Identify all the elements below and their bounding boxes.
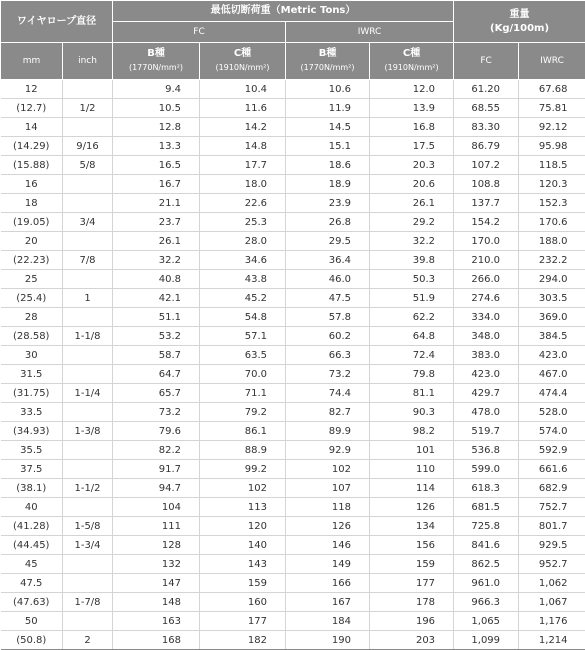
weight-fc-cell: 519.7 bbox=[454, 422, 519, 441]
mm-header: mm bbox=[1, 43, 63, 80]
table-row bbox=[1, 308, 585, 327]
fc-c-grade-cell: 25.3 bbox=[200, 213, 286, 232]
weight-iwrc-cell: 929.5 bbox=[519, 536, 585, 555]
weight-iwrc-cell: 67.68 bbox=[519, 80, 585, 99]
diameter-inch-cell: 1-5/8 bbox=[63, 517, 113, 536]
table-row bbox=[1, 365, 585, 384]
fc-b-grade-cell: 12.8 bbox=[113, 118, 200, 137]
fc-b-grade-cell: 13.3 bbox=[113, 137, 200, 156]
fc-b-grade-cell: 163 bbox=[113, 612, 200, 631]
table-row bbox=[1, 441, 585, 460]
fc-b-grade-cell: 82.2 bbox=[113, 441, 200, 460]
fc-c-grade-cell: 43.8 bbox=[200, 270, 286, 289]
table-row bbox=[1, 99, 585, 118]
iwrc-c-grade-cell: 64.8 bbox=[370, 327, 454, 346]
table-row bbox=[1, 631, 585, 650]
diameter-mm-cell: (25.4) bbox=[1, 289, 63, 308]
iwrc-c-grade-cell: 114 bbox=[370, 479, 454, 498]
iwrc-b-grade-cell: 18.9 bbox=[286, 175, 370, 194]
diameter-mm-cell: 37.5 bbox=[1, 460, 63, 479]
fc-b-grade-cell: 104 bbox=[113, 498, 200, 517]
iwrc-b-grade-cell: 166 bbox=[286, 574, 370, 593]
table-row bbox=[1, 555, 585, 574]
min-breaking-load-header: 最低切断荷重（Metric Tons） bbox=[113, 1, 454, 22]
fc-c-grade-cell: 70.0 bbox=[200, 365, 286, 384]
iwrc-c-grade-cell: 177 bbox=[370, 574, 454, 593]
table-row bbox=[1, 574, 585, 593]
table-row bbox=[1, 403, 585, 422]
fc-b-grade-cell: 58.7 bbox=[113, 346, 200, 365]
weight-header bbox=[454, 1, 585, 43]
diameter-mm-cell: (31.75) bbox=[1, 384, 63, 403]
fc-c-grade-cell: 18.0 bbox=[200, 175, 286, 194]
diameter-mm-cell: 31.5 bbox=[1, 365, 63, 384]
fc-b-grade-cell: 26.1 bbox=[113, 232, 200, 251]
weight-fc-cell: 1,065 bbox=[454, 612, 519, 631]
iwrc-c-grade-cell: 98.2 bbox=[370, 422, 454, 441]
weight-fc-cell: 618.3 bbox=[454, 479, 519, 498]
weight-iwrc-cell: 120.3 bbox=[519, 175, 585, 194]
weight-iwrc-cell: 661.6 bbox=[519, 460, 585, 479]
fc-b-grade-cell: 32.2 bbox=[113, 251, 200, 270]
iwrc-b-grade-cell: 126 bbox=[286, 517, 370, 536]
table-row bbox=[1, 327, 585, 346]
fc-c-grade-cell: 45.2 bbox=[200, 289, 286, 308]
iwrc-b-grade-cell: 15.1 bbox=[286, 137, 370, 156]
fc-b-grade-cell: 23.7 bbox=[113, 213, 200, 232]
iwrc-c-grade-cell: 90.3 bbox=[370, 403, 454, 422]
weight-fc-cell: 429.7 bbox=[454, 384, 519, 403]
iwrc-b-grade-cell: 92.9 bbox=[286, 441, 370, 460]
iwrc-b-grade-cell: 146 bbox=[286, 536, 370, 555]
diameter-mm-cell: 47.5 bbox=[1, 574, 63, 593]
weight-unit: (Kg/100m) bbox=[490, 23, 549, 34]
weight-fc-cell: 83.30 bbox=[454, 118, 519, 137]
fc-b-grade-cell: 65.7 bbox=[113, 384, 200, 403]
fc-c-grade-cell: 177 bbox=[200, 612, 286, 631]
iwrc-b-grade-cell: 89.9 bbox=[286, 422, 370, 441]
diameter-inch-cell bbox=[63, 270, 113, 289]
weight-fc-cell: 61.20 bbox=[454, 80, 519, 99]
weight-fc-cell: 841.6 bbox=[454, 536, 519, 555]
fc-b-grade-cell: 148 bbox=[113, 593, 200, 612]
iwrc-b-grade-cell: 184 bbox=[286, 612, 370, 631]
inch-header: inch bbox=[63, 43, 113, 80]
iwrc-b-grade-cell: 102 bbox=[286, 460, 370, 479]
diameter-mm-cell: 28 bbox=[1, 308, 63, 327]
iwrc-b-grade-strength: (1770N/mm²) bbox=[300, 63, 354, 72]
diameter-mm-cell: (34.93) bbox=[1, 422, 63, 441]
diameter-inch-cell: 3/4 bbox=[63, 213, 113, 232]
diameter-inch-cell: 1 bbox=[63, 289, 113, 308]
fc-c-grade-cell: 14.8 bbox=[200, 137, 286, 156]
table-body bbox=[1, 80, 585, 650]
weight-fc-cell: 210.0 bbox=[454, 251, 519, 270]
weight-fc-cell: 383.0 bbox=[454, 346, 519, 365]
weight-iwrc-cell: 574.0 bbox=[519, 422, 585, 441]
iwrc-c-grade-cell: 50.3 bbox=[370, 270, 454, 289]
weight-fc-cell: 536.8 bbox=[454, 441, 519, 460]
diameter-inch-cell: 7/8 bbox=[63, 251, 113, 270]
fc-c-grade-cell: 54.8 bbox=[200, 308, 286, 327]
iwrc-core-header: IWRC bbox=[286, 22, 454, 43]
fc-b-grade-cell: 128 bbox=[113, 536, 200, 555]
weight-fc-cell: 348.0 bbox=[454, 327, 519, 346]
weight-iwrc-cell: 95.98 bbox=[519, 137, 585, 156]
iwrc-b-grade-cell: 73.2 bbox=[286, 365, 370, 384]
diameter-mm-cell: (38.1) bbox=[1, 479, 63, 498]
diameter-mm-cell: 12 bbox=[1, 80, 63, 99]
iwrc-c-grade-cell: 156 bbox=[370, 536, 454, 555]
fc-c-grade-cell: 17.7 bbox=[200, 156, 286, 175]
fc-c-grade-label: C種 bbox=[234, 48, 251, 59]
iwrc-c-grade-cell: 51.9 bbox=[370, 289, 454, 308]
diameter-inch-cell bbox=[63, 574, 113, 593]
table-row bbox=[1, 175, 585, 194]
weight-fc-cell: 266.0 bbox=[454, 270, 519, 289]
fc-c-grade-cell: 11.6 bbox=[200, 99, 286, 118]
fc-c-grade-cell: 14.2 bbox=[200, 118, 286, 137]
weight-iwrc-cell: 294.0 bbox=[519, 270, 585, 289]
iwrc-c-grade-cell: 81.1 bbox=[370, 384, 454, 403]
weight-iwrc-cell: 170.6 bbox=[519, 213, 585, 232]
weight-fc-cell: 599.0 bbox=[454, 460, 519, 479]
weight-fc-cell: 86.79 bbox=[454, 137, 519, 156]
fc-c-grade-cell: 143 bbox=[200, 555, 286, 574]
weight-iwrc-cell: 92.12 bbox=[519, 118, 585, 137]
fc-c-grade-cell: 10.4 bbox=[200, 80, 286, 99]
fc-c-grade-cell: 86.1 bbox=[200, 422, 286, 441]
table-row bbox=[1, 270, 585, 289]
diameter-inch-cell: 1-1/4 bbox=[63, 384, 113, 403]
iwrc-b-grade-cell: 149 bbox=[286, 555, 370, 574]
fc-b-grade-cell: 147 bbox=[113, 574, 200, 593]
iwrc-b-grade-label: B種 bbox=[319, 48, 337, 59]
fc-b-grade-cell: 64.7 bbox=[113, 365, 200, 384]
fc-b-grade-cell: 16.5 bbox=[113, 156, 200, 175]
iwrc-b-grade-cell: 29.5 bbox=[286, 232, 370, 251]
fc-c-grade-strength: (1910N/mm²) bbox=[215, 63, 269, 72]
diameter-mm-cell: (14.29) bbox=[1, 137, 63, 156]
iwrc-b-grade-cell: 107 bbox=[286, 479, 370, 498]
weight-fc-cell: 423.0 bbox=[454, 365, 519, 384]
fc-b-grade-cell: 111 bbox=[113, 517, 200, 536]
weight-fc-cell: 170.0 bbox=[454, 232, 519, 251]
weight-iwrc-cell: 118.5 bbox=[519, 156, 585, 175]
fc-c-grade-cell: 63.5 bbox=[200, 346, 286, 365]
diameter-inch-cell bbox=[63, 175, 113, 194]
iwrc-b-grade-cell: 23.9 bbox=[286, 194, 370, 213]
diameter-mm-cell: 20 bbox=[1, 232, 63, 251]
iwrc-b-grade-cell: 26.8 bbox=[286, 213, 370, 232]
weight-fc-cell: 725.8 bbox=[454, 517, 519, 536]
table-row bbox=[1, 194, 585, 213]
weight-iwrc-cell: 1,062 bbox=[519, 574, 585, 593]
fc-b-grade-cell: 42.1 bbox=[113, 289, 200, 308]
iwrc-c-grade-cell: 62.2 bbox=[370, 308, 454, 327]
iwrc-c-grade-cell: 39.8 bbox=[370, 251, 454, 270]
iwrc-c-grade-cell: 20.3 bbox=[370, 156, 454, 175]
iwrc-c-grade-cell: 72.4 bbox=[370, 346, 454, 365]
iwrc-c-grade-cell: 13.9 bbox=[370, 99, 454, 118]
diameter-mm-cell: (15.88) bbox=[1, 156, 63, 175]
iwrc-c-grade-cell: 134 bbox=[370, 517, 454, 536]
weight-iwrc-cell: 188.0 bbox=[519, 232, 585, 251]
diameter-inch-cell: 1-7/8 bbox=[63, 593, 113, 612]
fc-core-header: FC bbox=[113, 22, 286, 43]
fc-b-grade-cell: 9.4 bbox=[113, 80, 200, 99]
diameter-mm-cell: 25 bbox=[1, 270, 63, 289]
fc-b-grade-cell: 73.2 bbox=[113, 403, 200, 422]
diameter-inch-cell bbox=[63, 555, 113, 574]
iwrc-b-grade-cell: 10.6 bbox=[286, 80, 370, 99]
diameter-mm-cell: (12.7) bbox=[1, 99, 63, 118]
fc-c-grade-cell: 34.6 bbox=[200, 251, 286, 270]
diameter-inch-cell: 1-1/8 bbox=[63, 327, 113, 346]
weight-fc-cell: 334.0 bbox=[454, 308, 519, 327]
iwrc-b-grade-cell: 47.5 bbox=[286, 289, 370, 308]
diameter-mm-cell: 18 bbox=[1, 194, 63, 213]
weight-iwrc-cell: 232.2 bbox=[519, 251, 585, 270]
diameter-mm-cell: (22.23) bbox=[1, 251, 63, 270]
weight-iwrc-cell: 1,176 bbox=[519, 612, 585, 631]
iwrc-b-grade-header bbox=[286, 43, 370, 80]
table-row bbox=[1, 137, 585, 156]
fc-c-grade-cell: 57.1 bbox=[200, 327, 286, 346]
fc-c-grade-cell: 113 bbox=[200, 498, 286, 517]
weight-iwrc-cell: 384.5 bbox=[519, 327, 585, 346]
weight-fc-cell: 862.5 bbox=[454, 555, 519, 574]
fc-b-grade-strength: (1770N/mm²) bbox=[129, 63, 183, 72]
weight-iwrc-cell: 474.4 bbox=[519, 384, 585, 403]
weight-fc-cell: 154.2 bbox=[454, 213, 519, 232]
fc-c-grade-cell: 120 bbox=[200, 517, 286, 536]
iwrc-c-grade-cell: 29.2 bbox=[370, 213, 454, 232]
diameter-inch-cell bbox=[63, 498, 113, 517]
diameter-inch-cell bbox=[63, 308, 113, 327]
iwrc-b-grade-cell: 14.5 bbox=[286, 118, 370, 137]
weight-fc-cell: 274.6 bbox=[454, 289, 519, 308]
fc-c-grade-cell: 79.2 bbox=[200, 403, 286, 422]
weight-fc-cell: 681.5 bbox=[454, 498, 519, 517]
table-row bbox=[1, 251, 585, 270]
diameter-inch-cell bbox=[63, 441, 113, 460]
iwrc-c-grade-cell: 17.5 bbox=[370, 137, 454, 156]
diameter-mm-cell: 40 bbox=[1, 498, 63, 517]
diameter-mm-cell: 30 bbox=[1, 346, 63, 365]
iwrc-b-grade-cell: 18.6 bbox=[286, 156, 370, 175]
weight-fc-cell: 137.7 bbox=[454, 194, 519, 213]
iwrc-b-grade-cell: 82.7 bbox=[286, 403, 370, 422]
diameter-inch-cell: 2 bbox=[63, 631, 113, 650]
weight-title: 重量 bbox=[510, 9, 530, 20]
diameter-inch-cell bbox=[63, 80, 113, 99]
iwrc-c-grade-cell: 126 bbox=[370, 498, 454, 517]
table-row bbox=[1, 498, 585, 517]
fc-c-grade-cell: 140 bbox=[200, 536, 286, 555]
table-row bbox=[1, 80, 585, 99]
iwrc-c-grade-cell: 178 bbox=[370, 593, 454, 612]
diameter-inch-cell bbox=[63, 403, 113, 422]
iwrc-c-grade-cell: 12.0 bbox=[370, 80, 454, 99]
weight-fc-header: FC bbox=[454, 43, 519, 80]
diameter-mm-cell: 16 bbox=[1, 175, 63, 194]
fc-c-grade-cell: 159 bbox=[200, 574, 286, 593]
weight-iwrc-cell: 682.9 bbox=[519, 479, 585, 498]
iwrc-c-grade-cell: 159 bbox=[370, 555, 454, 574]
diameter-inch-cell bbox=[63, 460, 113, 479]
weight-iwrc-cell: 1,214 bbox=[519, 631, 585, 650]
fc-b-grade-cell: 51.1 bbox=[113, 308, 200, 327]
diameter-mm-cell: 45 bbox=[1, 555, 63, 574]
weight-fc-cell: 1,099 bbox=[454, 631, 519, 650]
weight-iwrc-cell: 369.0 bbox=[519, 308, 585, 327]
table-row bbox=[1, 384, 585, 403]
iwrc-c-grade-cell: 203 bbox=[370, 631, 454, 650]
weight-iwrc-cell: 752.7 bbox=[519, 498, 585, 517]
fc-b-grade-cell: 79.6 bbox=[113, 422, 200, 441]
iwrc-b-grade-cell: 36.4 bbox=[286, 251, 370, 270]
iwrc-c-grade-cell: 110 bbox=[370, 460, 454, 479]
iwrc-c-grade-cell: 32.2 bbox=[370, 232, 454, 251]
fc-b-grade-header bbox=[113, 43, 200, 80]
diameter-inch-cell: 1-3/8 bbox=[63, 422, 113, 441]
table-row bbox=[1, 232, 585, 251]
iwrc-c-grade-cell: 20.6 bbox=[370, 175, 454, 194]
fc-b-grade-cell: 40.8 bbox=[113, 270, 200, 289]
iwrc-b-grade-cell: 74.4 bbox=[286, 384, 370, 403]
iwrc-c-grade-label: C種 bbox=[403, 48, 420, 59]
weight-iwrc-cell: 467.0 bbox=[519, 365, 585, 384]
weight-iwrc-cell: 528.0 bbox=[519, 403, 585, 422]
fc-b-grade-cell: 132 bbox=[113, 555, 200, 574]
diameter-inch-cell bbox=[63, 118, 113, 137]
diameter-mm-cell: (50.8) bbox=[1, 631, 63, 650]
table-row bbox=[1, 213, 585, 232]
iwrc-b-grade-cell: 46.0 bbox=[286, 270, 370, 289]
table-row bbox=[1, 346, 585, 365]
table-row bbox=[1, 536, 585, 555]
diameter-inch-cell bbox=[63, 232, 113, 251]
fc-b-grade-cell: 10.5 bbox=[113, 99, 200, 118]
iwrc-b-grade-cell: 66.3 bbox=[286, 346, 370, 365]
table-row bbox=[1, 593, 585, 612]
table-row bbox=[1, 422, 585, 441]
table-row bbox=[1, 118, 585, 137]
weight-fc-cell: 68.55 bbox=[454, 99, 519, 118]
iwrc-b-grade-cell: 190 bbox=[286, 631, 370, 650]
diameter-mm-cell: 35.5 bbox=[1, 441, 63, 460]
wire-rope-diameter-header: ワイヤロープ直径 bbox=[1, 1, 113, 43]
fc-b-grade-cell: 168 bbox=[113, 631, 200, 650]
table-row bbox=[1, 612, 585, 631]
fc-b-grade-cell: 21.1 bbox=[113, 194, 200, 213]
table-row bbox=[1, 517, 585, 536]
iwrc-b-grade-cell: 60.2 bbox=[286, 327, 370, 346]
fc-c-grade-cell: 102 bbox=[200, 479, 286, 498]
diameter-inch-cell: 9/16 bbox=[63, 137, 113, 156]
diameter-mm-cell: (28.58) bbox=[1, 327, 63, 346]
table-header bbox=[1, 1, 585, 80]
diameter-inch-cell bbox=[63, 365, 113, 384]
diameter-mm-cell: (47.63) bbox=[1, 593, 63, 612]
iwrc-c-grade-cell: 101 bbox=[370, 441, 454, 460]
weight-iwrc-cell: 75.81 bbox=[519, 99, 585, 118]
iwrc-b-grade-cell: 167 bbox=[286, 593, 370, 612]
diameter-inch-cell: 1-1/2 bbox=[63, 479, 113, 498]
weight-iwrc-cell: 801.7 bbox=[519, 517, 585, 536]
diameter-inch-cell: 1/2 bbox=[63, 99, 113, 118]
fc-c-grade-cell: 99.2 bbox=[200, 460, 286, 479]
iwrc-b-grade-cell: 57.8 bbox=[286, 308, 370, 327]
fc-c-grade-header bbox=[200, 43, 286, 80]
fc-b-grade-cell: 16.7 bbox=[113, 175, 200, 194]
weight-iwrc-cell: 423.0 bbox=[519, 346, 585, 365]
fc-b-grade-cell: 53.2 bbox=[113, 327, 200, 346]
weight-iwrc-header: IWRC bbox=[519, 43, 585, 80]
table-row bbox=[1, 156, 585, 175]
weight-iwrc-cell: 152.3 bbox=[519, 194, 585, 213]
iwrc-c-grade-header bbox=[370, 43, 454, 80]
diameter-mm-cell: 50 bbox=[1, 612, 63, 631]
fc-b-grade-cell: 91.7 bbox=[113, 460, 200, 479]
fc-c-grade-cell: 22.6 bbox=[200, 194, 286, 213]
iwrc-b-grade-cell: 11.9 bbox=[286, 99, 370, 118]
diameter-mm-cell: 14 bbox=[1, 118, 63, 137]
diameter-inch-cell bbox=[63, 612, 113, 631]
iwrc-b-grade-cell: 118 bbox=[286, 498, 370, 517]
iwrc-c-grade-strength: (1910N/mm²) bbox=[384, 63, 438, 72]
table-row bbox=[1, 479, 585, 498]
diameter-mm-cell: 33.5 bbox=[1, 403, 63, 422]
fc-c-grade-cell: 28.0 bbox=[200, 232, 286, 251]
weight-iwrc-cell: 1,067 bbox=[519, 593, 585, 612]
weight-fc-cell: 107.2 bbox=[454, 156, 519, 175]
diameter-mm-cell: (41.28) bbox=[1, 517, 63, 536]
fc-c-grade-cell: 160 bbox=[200, 593, 286, 612]
weight-iwrc-cell: 592.9 bbox=[519, 441, 585, 460]
weight-iwrc-cell: 303.5 bbox=[519, 289, 585, 308]
diameter-inch-cell bbox=[63, 194, 113, 213]
fc-c-grade-cell: 71.1 bbox=[200, 384, 286, 403]
weight-fc-cell: 966.3 bbox=[454, 593, 519, 612]
fc-b-grade-cell: 94.7 bbox=[113, 479, 200, 498]
fc-c-grade-cell: 182 bbox=[200, 631, 286, 650]
iwrc-c-grade-cell: 16.8 bbox=[370, 118, 454, 137]
diameter-inch-cell: 5/8 bbox=[63, 156, 113, 175]
weight-fc-cell: 108.8 bbox=[454, 175, 519, 194]
fc-b-grade-label: B種 bbox=[147, 48, 165, 59]
iwrc-c-grade-cell: 196 bbox=[370, 612, 454, 631]
diameter-mm-cell: (19.05) bbox=[1, 213, 63, 232]
diameter-inch-cell bbox=[63, 346, 113, 365]
iwrc-c-grade-cell: 26.1 bbox=[370, 194, 454, 213]
weight-fc-cell: 478.0 bbox=[454, 403, 519, 422]
table-row bbox=[1, 289, 585, 308]
iwrc-c-grade-cell: 79.8 bbox=[370, 365, 454, 384]
weight-iwrc-cell: 952.7 bbox=[519, 555, 585, 574]
diameter-inch-cell: 1-3/4 bbox=[63, 536, 113, 555]
weight-fc-cell: 961.0 bbox=[454, 574, 519, 593]
table-row bbox=[1, 460, 585, 479]
fc-c-grade-cell: 88.9 bbox=[200, 441, 286, 460]
diameter-mm-cell: (44.45) bbox=[1, 536, 63, 555]
